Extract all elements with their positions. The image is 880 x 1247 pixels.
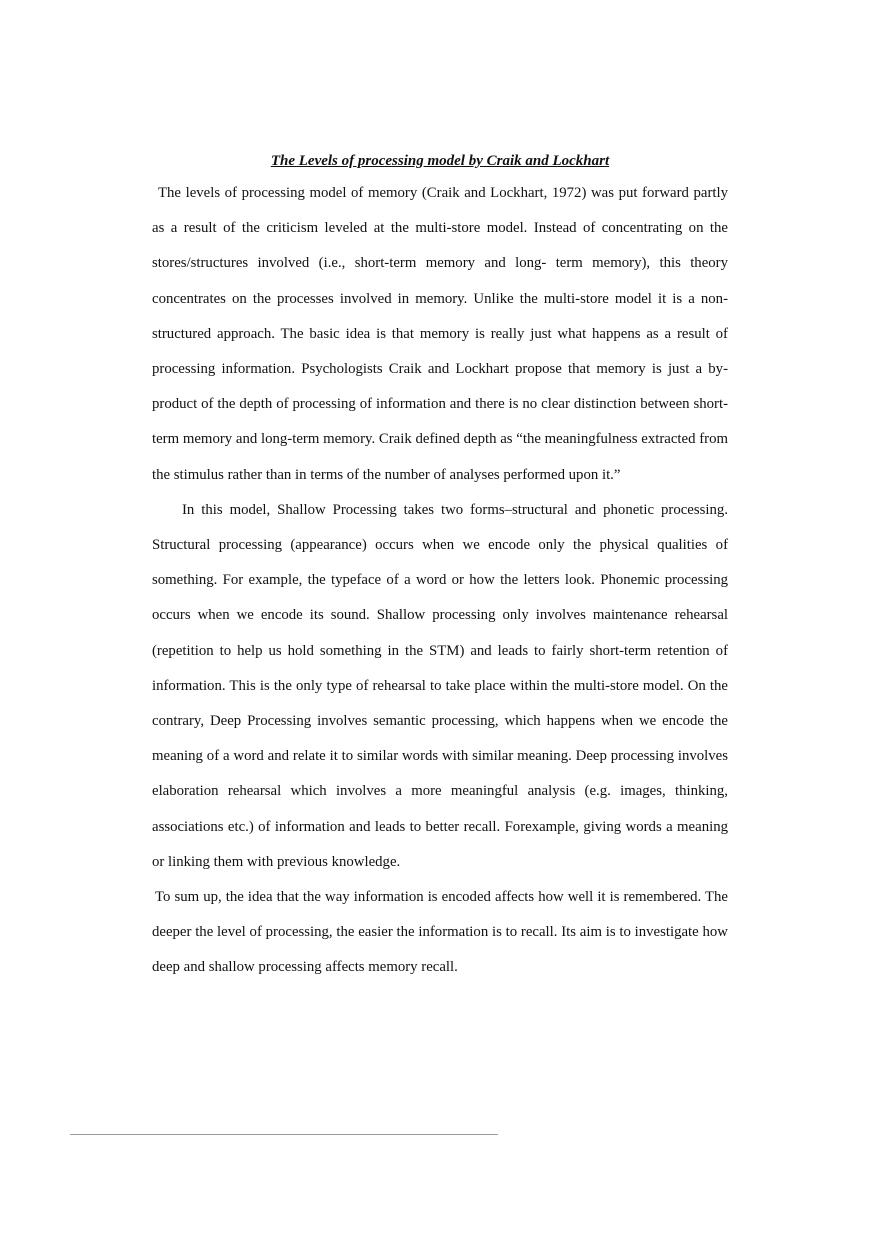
footnote-separator-rule [70, 1134, 498, 1135]
paragraph-intro: The levels of processing model of memory (Craik and Lockhart, 1972) was put forward partly as a result of the criticism leveled at the multi-store model. Instead of concentrating on the stores/structures involved (i.e., short-term memory and long- term memory), this theory concentrates on the processes involved in memory. Unlike the multi-store model it is a non-structured approach. The basic idea is that memory is really just what happens as a result of processing information. Psychologists Craik and Lockhart propose that memory is just a by-product of the depth of processing of information and there is no clear distinction between short-term memory and long-term memory. Craik defined depth as “the meaningfulness extracted from the stimulus rather than in terms of the number of analyses performed upon it.” [152, 185, 728, 483]
paragraph-shallow-deep-processing: In this model, Shallow Processing takes two forms–structural and phonetic processing. Structural processing (appearance) occurs when we encode only the physical qualities of something. For example, the typeface of a word or how the letters look. Phonemic processing occurs when we encode its sound. Shallow processing only involves maintenance rehearsal (repetition to help us hold something in the STM) and leads to fairly short-term retention of information. This is the only type of rehearsal to take place within the multi-store model. On the contrary, Deep Processing involves semantic processing, which happens when we encode the meaning of a word and relate it to similar words with similar meaning. Deep processing involves elaboration rehearsal which involves a more meaningful analysis (e.g. images, thinking, associations etc.) of information and leads to better recall. Forexample, giving words a meaning or linking them with previous knowledge. [152, 501, 728, 870]
paragraph-summary: To sum up, the idea that the way information is encoded affects how well it is remembered. The deeper the level of processing, the easier the information is to recall. Its aim is to investigate how deep and shallow processing affects memory recall. [152, 889, 728, 976]
document-body [152, 150, 728, 986]
document-title: The Levels of processing model by Craik and Lockhart [270, 153, 610, 169]
